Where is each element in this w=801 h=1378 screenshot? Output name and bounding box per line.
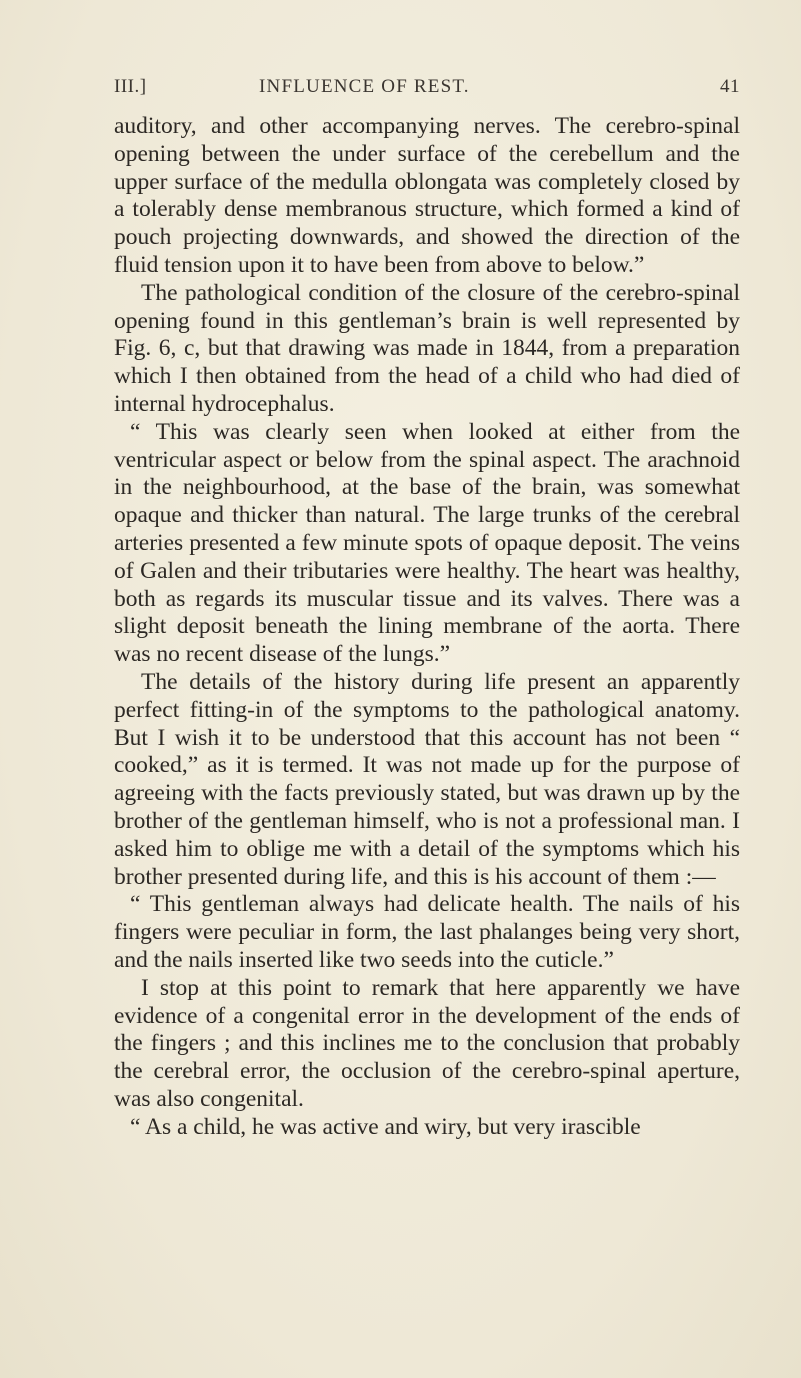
paragraph: I stop at this point to remark that here apparently we have evidence of a congenital error in the development of the ends of the fingers ; and this inclines me to the conclusion that probably the cerebral error, the occlusion of the cerebro-spinal aperture, was also congenital. xyxy=(114,974,740,1112)
paragraph: The details of the history during life present an apparently perfect fitting-in of the symptoms to the pathological anatomy. But I wish it to be understood that this account has not been “ cooked,” as it is termed. It was not made up for the purpose of agreeing with the facts previously stated, but was drawn up by the brother of the gentleman himself, who is not a professional man. I asked him to oblige me with a detail of the symptoms which his brother presented during life, and this is his account of them :— xyxy=(114,668,740,890)
running-header xyxy=(114,76,740,102)
paragraph-continuation: auditory, and other accompanying nerves. The cerebro-spinal opening between the under surface of the cerebellum and the upper surface of the medulla oblongata was completely closed by a tolerably dense membranous structure, which formed a kind of pouch projecting downwards, and showed the direction of the fluid tension upon it to have been from above to below.” xyxy=(114,113,740,278)
paragraph-quote: “ This was clearly seen when looked at either from the ventricular aspect or below from the spinal aspect. The arachnoid in the neighbourhood, at the base of the brain, was somewhat opaque and thicker than natural. The large trunks of the cerebral arteries presented a few minute spots of opaque deposit. The veins of Galen and their tributaries were healthy. The heart was healthy, both as regards its muscular tissue and its valves. There was a slight deposit beneath the lining membrane of the aorta. There was no recent disease of the lungs.” xyxy=(114,418,740,668)
paragraph: The pathological condition of the closure of the cerebro-spinal opening found in this gentleman’s brain is well represented by Fig. 6, c, but that drawing was made in 1844, from a preparation which I then obtained from the head of a child who had died of internal hydrocephalus. xyxy=(114,279,740,417)
body-text xyxy=(114,113,740,1141)
paragraph-quote: “ This gentleman always had delicate health. The nails of his fingers were peculiar in form, the last phalanges being very short, and the nails inserted like two seeds into the cuticle.” xyxy=(114,891,740,973)
chapter-number: III.] xyxy=(114,76,147,97)
running-title: INFLUENCE OF REST. xyxy=(259,76,470,97)
paragraph-quote: “ As a child, he was active and wiry, but very irascible xyxy=(130,1113,641,1140)
page-number: 41 xyxy=(720,76,740,97)
